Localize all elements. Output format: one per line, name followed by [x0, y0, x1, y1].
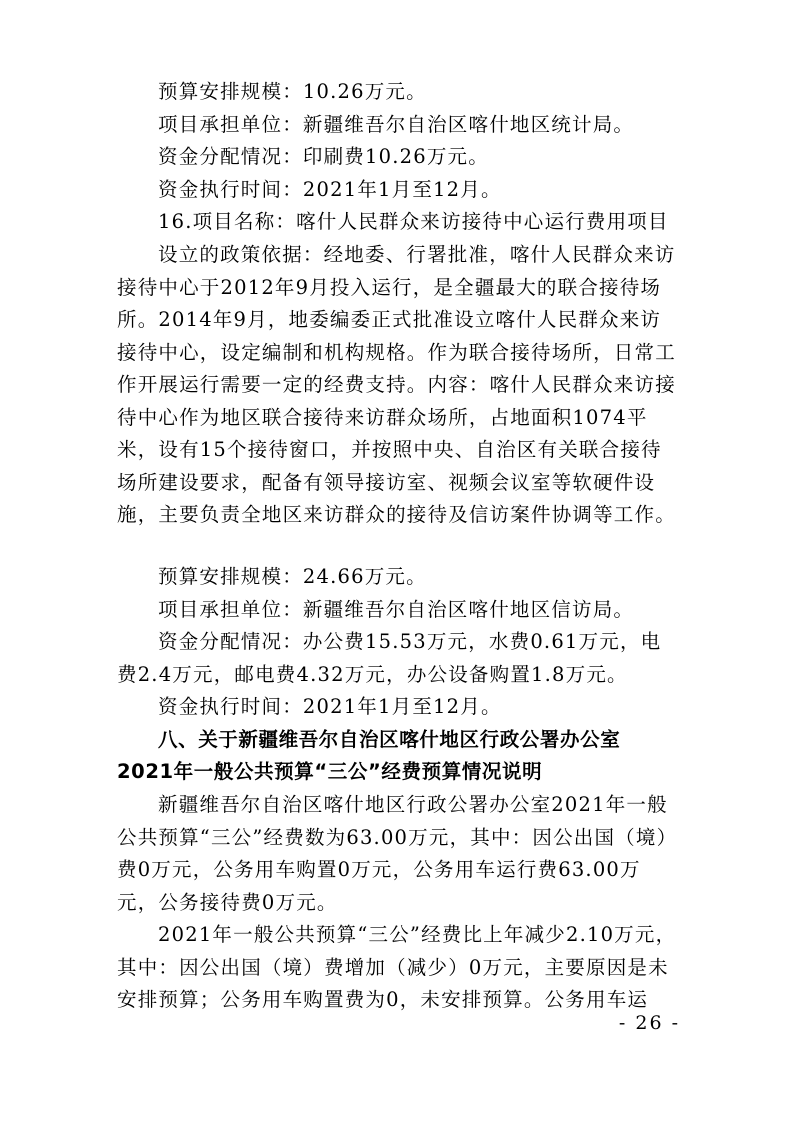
paragraph-project-name-16: 16.项目名称：喀什人民群众来访接待中心运行费用项目	[158, 210, 669, 233]
paragraph-undertaking-unit-1: 项目承担单位：新疆维吾尔自治区喀什地区统计局。	[158, 113, 635, 136]
paragraph-fund-allocation-2: 资金分配情况：办公费15.53万元，水费0.61万元，电费2.4万元，邮电费4.32万元，办公设备购置1.8万元。	[117, 630, 662, 686]
paragraph-policy-basis: 设立的政策依据：经地委、行署批准，喀什人民群众来访接待中心于2012年9月投入运行，是全疆最大的联合接待场所。2014年9月，地委编委正式批准设立喀什人民群众来访接待中心，设定编制和机构规格。作为联合接待场所，日常工作开展运行需要一定的经费支持。内容：喀什人民群众来访接待中心作为地区联合接待来访群众场所，占地面积1074平米，设有15个接待窗口，并按照中央、自治区有关联合接待场所建设要求，配备有领导接访室、视频会议室等软硬件设施，主要负责全地区来访群众的接待及信访案件协调等工作。	[117, 243, 676, 526]
paragraph-undertaking-unit-2: 项目承担单位：新疆维吾尔自治区喀什地区信访局。	[158, 598, 635, 621]
section-heading-line-2: 2021年一般公共预算“三公”经费预算情况说明	[117, 760, 543, 783]
paragraph-execution-time-1: 资金执行时间：2021年1月至12月。	[158, 178, 502, 201]
paragraph-three-public-summary: 新疆维吾尔自治区喀什地区行政公署办公室2021年一般公共预算“三公”经费数为63.00万元，其中：因公出国（境）费0万元，公务用车购置0万元，公务用车运行费63.00万元，公务接待费0万元。	[117, 793, 668, 914]
paragraph-three-public-change: 2021年一般公共预算“三公”经费比上年减少2.10万元，其中：因公出国（境）费增加（减少）0万元，主要原因是未安排预算；公务用车购置费为0，未安排预算。公务用车运	[117, 923, 677, 1011]
section-heading-line-1: 八、关于新疆维吾尔自治区喀什地区行政公署办公室	[158, 728, 621, 751]
paragraph-execution-time-2: 资金执行时间：2021年1月至12月。	[158, 695, 502, 718]
paragraph-budget-scale-1: 预算安排规模：10.26万元。	[158, 80, 427, 103]
paragraph-fund-allocation-1: 资金分配情况：印刷费10.26万元。	[158, 145, 489, 168]
paragraph-budget-scale-2: 预算安排规模：24.66万元。	[158, 565, 427, 588]
page-number: - 26 -	[618, 1012, 680, 1034]
